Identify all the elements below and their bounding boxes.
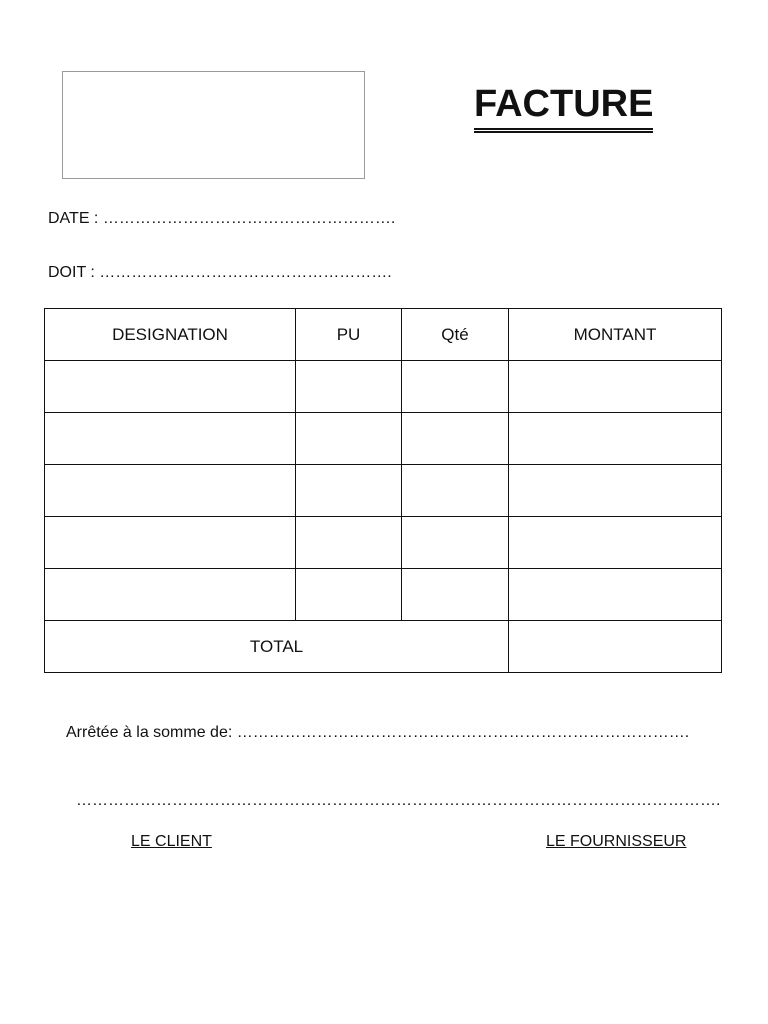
- header-designation: DESIGNATION: [45, 309, 296, 361]
- cell-designation: [45, 569, 296, 621]
- total-label: TOTAL: [45, 621, 509, 673]
- cell-pu: [296, 413, 402, 465]
- table-header-row: [45, 309, 722, 361]
- cell-pu: [296, 361, 402, 413]
- supplier-signature-label: LE FOURNISSEUR: [546, 833, 687, 850]
- table-row: [45, 361, 722, 413]
- cell-designation: [45, 517, 296, 569]
- cell-pu: [296, 517, 402, 569]
- amount-continuation-line: ………………………………………………………………………………………………………….: [76, 792, 721, 809]
- cell-designation: [45, 361, 296, 413]
- cell-designation: [45, 413, 296, 465]
- cell-montant: [509, 413, 722, 465]
- cell-designation: [45, 465, 296, 517]
- table-row: [45, 465, 722, 517]
- total-value: [509, 621, 722, 673]
- cell-montant: [509, 465, 722, 517]
- logo-placeholder-box: [62, 71, 365, 179]
- cell-qte: [402, 569, 509, 621]
- cell-montant: [509, 361, 722, 413]
- header-pu: PU: [296, 309, 402, 361]
- table-row: [45, 517, 722, 569]
- doit-field: DOIT : ……………………………………………….: [48, 264, 392, 281]
- cell-pu: [296, 465, 402, 517]
- invoice-title: FACTURE: [474, 82, 653, 133]
- table-row: [45, 569, 722, 621]
- cell-montant: [509, 517, 722, 569]
- cell-qte: [402, 361, 509, 413]
- invoice-table: [44, 308, 722, 673]
- client-signature-label: LE CLIENT: [131, 833, 212, 850]
- table-row: [45, 413, 722, 465]
- amount-in-words-line: Arrêtée à la somme de: ………………………………………………………………………….: [66, 724, 690, 741]
- cell-qte: [402, 413, 509, 465]
- header-qte: Qté: [402, 309, 509, 361]
- cell-qte: [402, 465, 509, 517]
- cell-pu: [296, 569, 402, 621]
- cell-qte: [402, 517, 509, 569]
- header-montant: MONTANT: [509, 309, 722, 361]
- table-total-row: [45, 621, 722, 673]
- date-field: DATE : ……………………………………………….: [48, 210, 396, 227]
- cell-montant: [509, 569, 722, 621]
